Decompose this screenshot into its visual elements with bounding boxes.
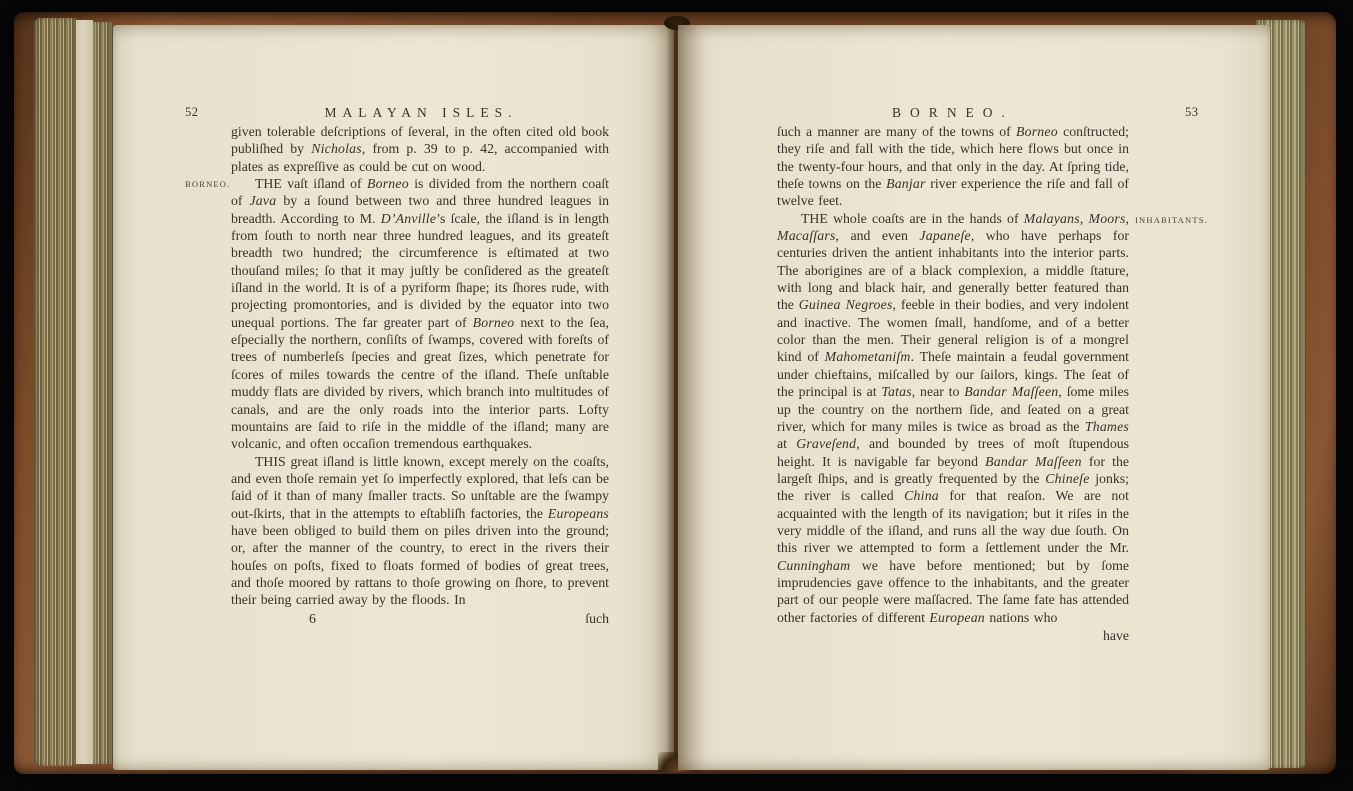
running-head-left: MALAYAN ISLES. [324, 105, 518, 120]
page-number-left: 52 [185, 105, 199, 119]
page-right [678, 25, 1270, 770]
body-paragraphs-left [231, 123, 609, 609]
body-paragraphs-right [777, 123, 1129, 626]
running-head-right: BORNEO. [892, 105, 1014, 120]
page-left [113, 25, 674, 770]
margin-note-borneo: BORNEO. [185, 179, 231, 189]
paragraph: THE whole coaſts are in the hands of Malayans, Moors, Macaſſars, and even Japaneſe, who have perhaps for centuries driven the antient inhabitants into the interior parts. The aborigines are of a black complexion, a middle ſtature, with long and black hair, and generally better featured than the Guinea Negroes, feeble in their bodies, and very indolent and inactive. The women ſmall, handſome, and of a better color than the men. Their general religion is of a mongrel kind of Mahometaniſm. Theſe maintain a feudal government under chieftains, miſcalled by our ſailors, kings. The ſeat of the principal is at Tatas, near to Bandar Maſſeen, ſome miles up the country on the northern ſide, and ſeated on a great river, which for many miles is twice as broad as the Thames at Graveſend, and bounded by trees of moſt ſtupendous height. It is navigable far beyond Bandar Maſſeen for the largeſt ſhips, and is greatly frequented by the Chineſe jonks; the river is called China for that reaſon. We are not acquainted with the length of its navigation; but it riſes in the very middle of the iſland, and runs all the way due ſouth. On this river we attempted to form a ſettlement under the Mr. Cunningham we have before mentioned; but by ſome imprudencies gave offence to the inhabitants, and the greater part of our people were maſſacred. The ſame fate has attended other factories of different European nations who [777, 210, 1130, 625]
catchline-right [777, 627, 1129, 644]
catchline-left [231, 610, 609, 627]
book [14, 12, 1336, 774]
page-edges-left-strip [76, 20, 93, 764]
page-number-right: 53 [1185, 105, 1199, 119]
paragraph: ſuch a manner are many of the towns of Borneo conſtructed; they riſe and fall with the tide, which here flows but once in the twenty-four hours, and that only in the day. At ſpring tide, theſe towns on the Banjar river experience the riſe and fall of twelve feet. [777, 124, 1130, 209]
signature-mark: 6 [309, 610, 316, 626]
catchword-right: have [1102, 627, 1129, 643]
catchword-left: ſuch [585, 610, 609, 626]
text-block-right [777, 123, 1129, 644]
page-edges-left-outer [34, 18, 76, 766]
margin-note-inhabitants: INHABITANTS. [1135, 215, 1208, 225]
paragraph: THE vaſt iſland of Borneo is divided from the northern coaſt of Java by a ſound between two and three hundred leagues in breadth. According to M. D’Anville’s ſcale, the iſland is in length from ſouth to north near three hundred leagues, and its greateſt breadth two hundred; the circumference is eſtimated at two thouſand miles; ſo that it may juſtly be conſidered as the greateſt iſland in the world. It is of a pyriform ſhape; its ſhores rude, with projecting promontories, and is divided by the equator into two unequal portions. The far greater part of Borneo next to the ſea, eſpecially the northern, conſiſts of ſwamps, covered with foreſts of trees of numberleſs ſpecies and great ſizes, which penetrate for ſcores of miles towards the centre of the iſland. Theſe unſtable muddy flats are divided by rivers, which branch into multitudes of canals, and are the only roads into the interior parts. Lofty mountains are ſaid to riſe in the middle of the iſland; many are volcanic, and often occaſion tremendous earthquakes. [231, 176, 609, 452]
paragraph: THIS great iſland is little known, except merely on the coaſts, and even thoſe remain yet ſo imperfectly explored, that leſs can be ſaid of it than of many ſmaller tracts. So unſtable are the ſwampy out-ſkirts, that in the attempts to eſtabliſh factories, the Europeans have been obliged to build them on piles driven into the ground; or, after the manner of the country, to erect in the rivers their houſes on poſts, fixed to floats formed of bodies of great trees, and thoſe moored by rattans to thoſe growing on ſhore, to prevent their being carried away by the floods. In [231, 453, 609, 608]
paragraph: given tolerable deſcriptions of ſeveral, in the often cited old book publiſhed by Nicholas, from p. 39 to p. 42, accompanied with plates as expreſſive as could be cut on wood. [231, 124, 609, 174]
page-edges-left-inner [93, 22, 113, 764]
text-block-left [231, 123, 609, 627]
